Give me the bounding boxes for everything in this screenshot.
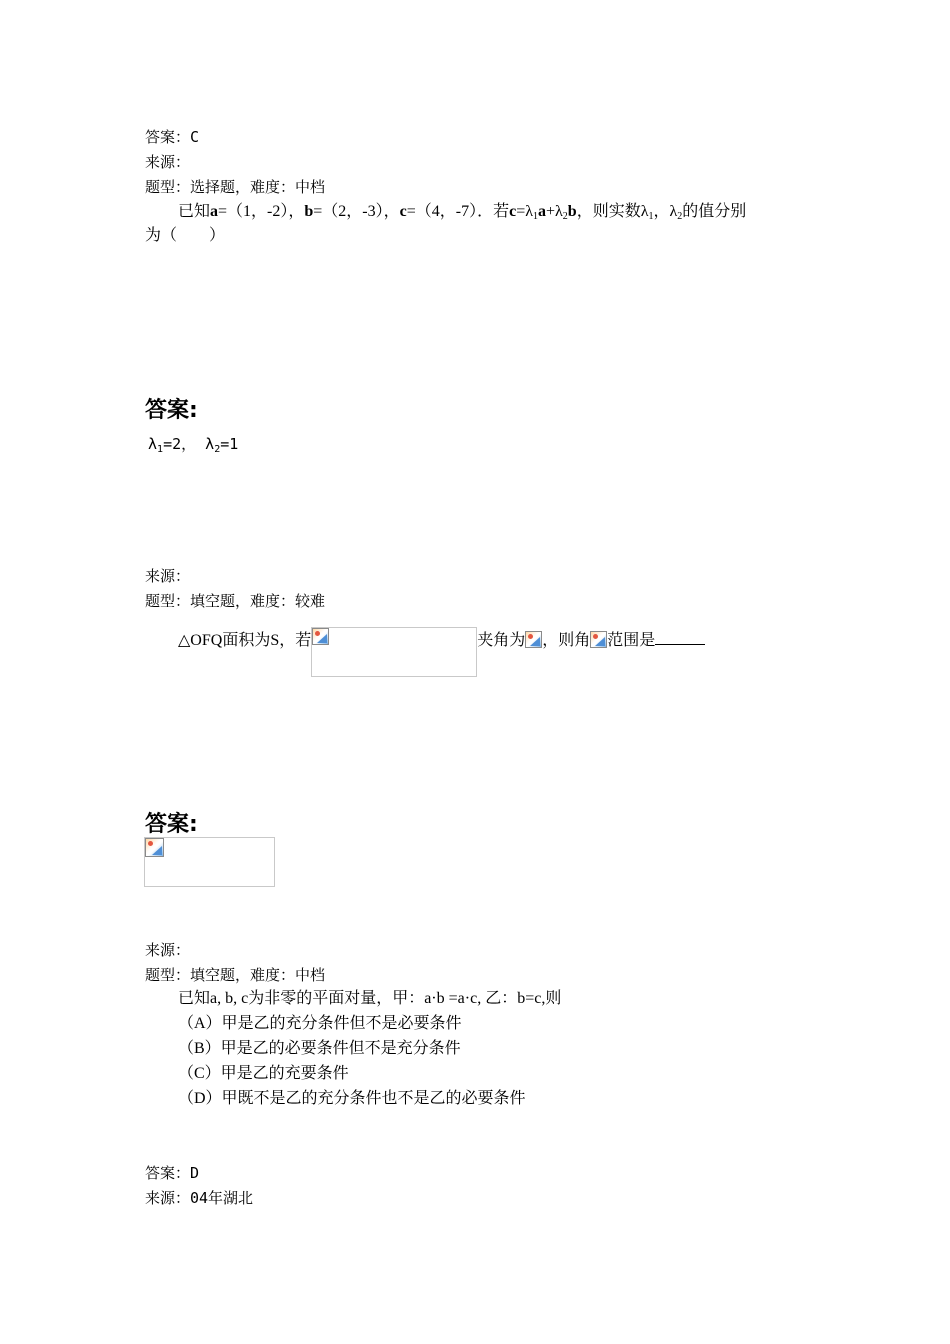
broken-image-icon bbox=[145, 838, 164, 857]
q1-answer-line: 答案：C bbox=[145, 128, 200, 146]
option-c: （C）甲是乙的充要条件 bbox=[178, 1065, 349, 1082]
q1-tail: ，则实数λ bbox=[576, 203, 649, 220]
angle-image-icon bbox=[525, 631, 542, 648]
vector-c-eq: c bbox=[509, 203, 517, 220]
q1-comma: ，λ bbox=[653, 203, 678, 220]
q1-type-line: 题型：选择题，难度：中档 bbox=[145, 178, 326, 196]
q3-source-value-line: 来源：04年湖北 bbox=[145, 1189, 254, 1207]
answer-1-value bbox=[148, 434, 238, 460]
q1-stem bbox=[178, 202, 746, 227]
option-a: （A）甲是乙的充分条件但不是必要条件 bbox=[178, 1015, 462, 1032]
plus-lambda: +λ bbox=[546, 203, 563, 220]
vector-b: b bbox=[304, 203, 314, 220]
option-d: （D）甲既不是乙的充分条件也不是乙的必要条件 bbox=[178, 1090, 526, 1107]
theta-image-icon bbox=[590, 631, 607, 648]
answer-image-placeholder bbox=[144, 837, 275, 887]
q3-source-line: 来源： bbox=[145, 941, 191, 959]
eq-lambda: =λ bbox=[516, 203, 533, 220]
q1-stem-prefix: 已知 bbox=[178, 203, 211, 220]
q1-stem-line2: 为（ ） bbox=[145, 227, 226, 244]
option-b: （B）甲是乙的必要条件但不是充分条件 bbox=[178, 1040, 461, 1057]
lambda-1: λ bbox=[148, 435, 158, 453]
lambda-2-val: =1 bbox=[220, 435, 239, 453]
sub-2: 2 bbox=[562, 211, 568, 222]
q2-stem-part2: 夹角为 bbox=[477, 632, 526, 649]
vector-a-value: =（1，-2）， bbox=[218, 203, 305, 220]
q2-source-line: 来源： bbox=[145, 567, 191, 585]
vector-c: c bbox=[399, 203, 407, 220]
vector-a: a bbox=[210, 203, 219, 220]
q2-stem-part3: ，则角 bbox=[542, 632, 591, 649]
q3-type-line: 题型：填空题，难度：中档 bbox=[145, 966, 326, 984]
q3-answer-line: 答案：D bbox=[145, 1164, 200, 1182]
sub-1: 1 bbox=[533, 211, 538, 222]
answer-blank bbox=[655, 630, 705, 645]
vector-b-value: =（2，-3）， bbox=[313, 203, 400, 220]
sub-3: 1 bbox=[648, 211, 654, 222]
lambda-2: λ bbox=[205, 435, 215, 453]
q2-stem bbox=[178, 627, 705, 677]
q2-stem-part1: △OFQ面积为S，若 bbox=[178, 632, 312, 649]
q2-stem-part4: 范围是 bbox=[607, 632, 656, 649]
broken-image-icon bbox=[312, 628, 329, 645]
q3-stem: 已知a, b, c为非零的平面对量，甲：a·b =a·c, 乙：b=c,则 bbox=[178, 990, 562, 1007]
answer-heading-2: 答案: bbox=[145, 812, 198, 837]
lambda-1-sub: 1 bbox=[157, 444, 164, 455]
vector-b-eq: b bbox=[567, 203, 577, 220]
formula-image-placeholder bbox=[311, 627, 477, 677]
q1-end: 的值分别 bbox=[682, 203, 747, 220]
q1-source-line: 来源： bbox=[145, 153, 191, 171]
vector-a-eq: a bbox=[538, 203, 546, 220]
lambda-2-sub: 2 bbox=[214, 444, 221, 455]
q2-type-line: 题型：填空题，难度：较难 bbox=[145, 592, 326, 610]
vector-c-value: =（4，-7）．若 bbox=[406, 203, 510, 220]
answer-heading-1: 答案: bbox=[145, 398, 198, 423]
lambda-1-val: =2， bbox=[163, 435, 197, 453]
sub-4: 2 bbox=[677, 211, 683, 222]
